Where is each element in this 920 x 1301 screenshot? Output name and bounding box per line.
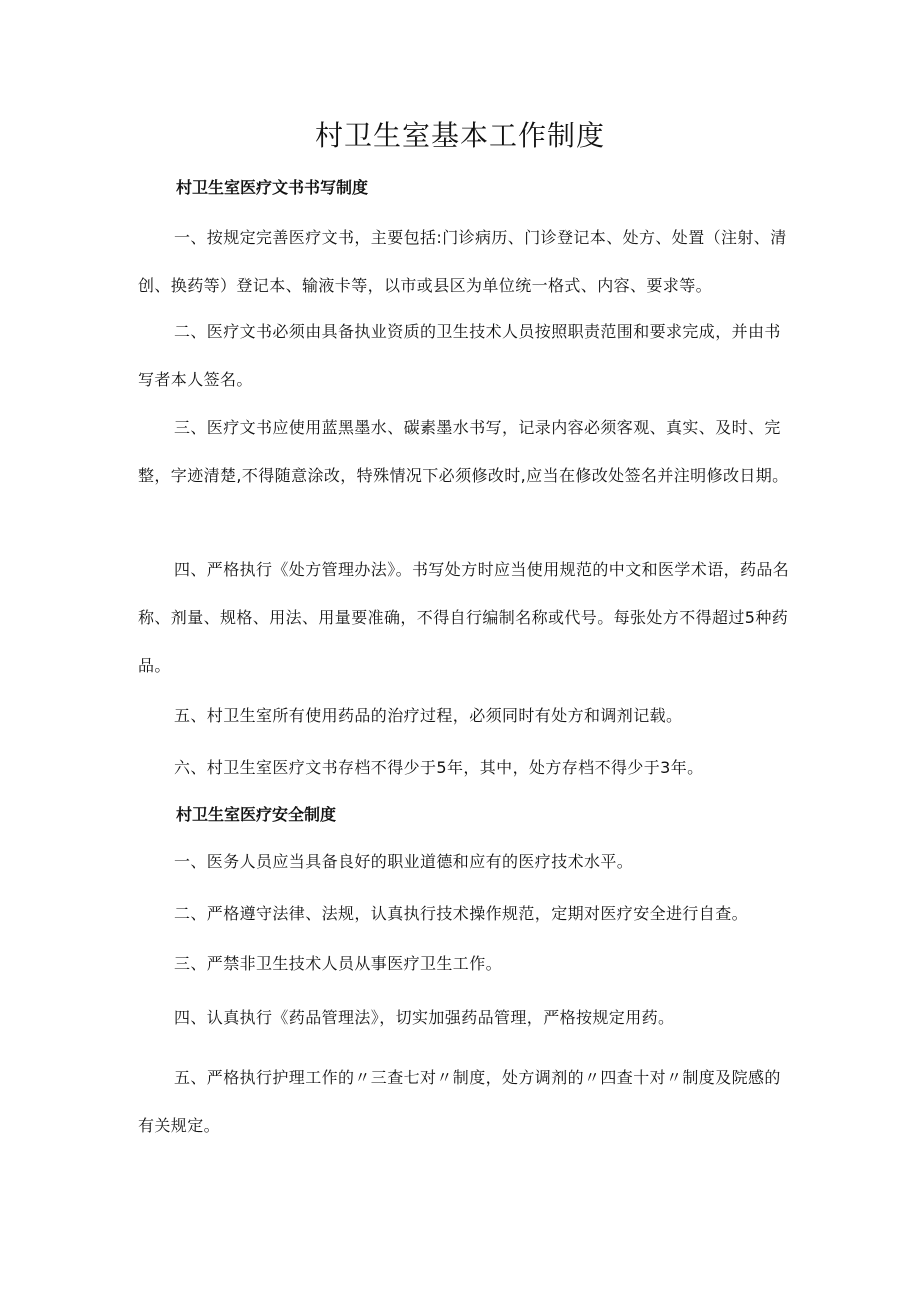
writing-rule-5: 五、村卫生室所有使用药品的治疗过程，必须同时有处方和调剂记载。 xyxy=(174,706,683,725)
safety-rule-3: 三、严禁非卫生技术人员从事医疗卫生工作。 xyxy=(174,954,503,973)
writing-rule-1: 一、按规定完善医疗文书，主要包括:门诊病历、门诊登记本、处方、处置（注射、清创、换药等）登记本、输液卡等，以市或县区为单位统一格式、内容、要求等。 xyxy=(138,228,787,295)
writing-rule-4: 四、严格执行《处方管理办法》。书写处方时应当使用规范的中文和医学术语，药品名称、剂量、规格、用法、用量要准确，不得自行编制名称或代号。每张处方不得超过5种药品。 xyxy=(138,560,790,675)
writing-rule-6: 六、村卫生室医疗文书存档不得少于5年，其中，处方存档不得少于3年。 xyxy=(174,758,704,777)
section-heading-writing: 村卫生室医疗文书书写制度 xyxy=(176,178,369,197)
safety-rule-2: 二、严格遵守法律、法规，认真执行技术操作规范，定期对医疗安全进行自查。 xyxy=(174,904,749,923)
writing-rule-2: 二、医疗文书必须由具备执业资质的卫生技术人员按照职责范围和要求完成，并由书写者本人签名。 xyxy=(138,322,781,389)
page-title: 村卫生室基本工作制度 xyxy=(314,119,605,152)
safety-rule-4: 四、认真执行《药品管理法》，切实加强药品管理，严格按规定用药。 xyxy=(174,1008,675,1027)
safety-rule-5: 五、严格执行护理工作的〃三查七对〃制度，处方调剂的〃四查十对〃制度及院感的有关规定。 xyxy=(138,1068,781,1135)
writing-rule-3: 三、医疗文书应使用蓝黑墨水、碳素墨水书写，记录内容必须客观、真实、及时、完整，字迹清楚,不得随意涂改，特殊情况下必须修改时,应当在修改处签名并注明修改日期。 xyxy=(138,418,789,485)
safety-rule-1: 一、医务人员应当具备良好的职业道德和应有的医疗技术水平。 xyxy=(174,852,634,871)
section-heading-safety: 村卫生室医疗安全制度 xyxy=(176,805,337,824)
